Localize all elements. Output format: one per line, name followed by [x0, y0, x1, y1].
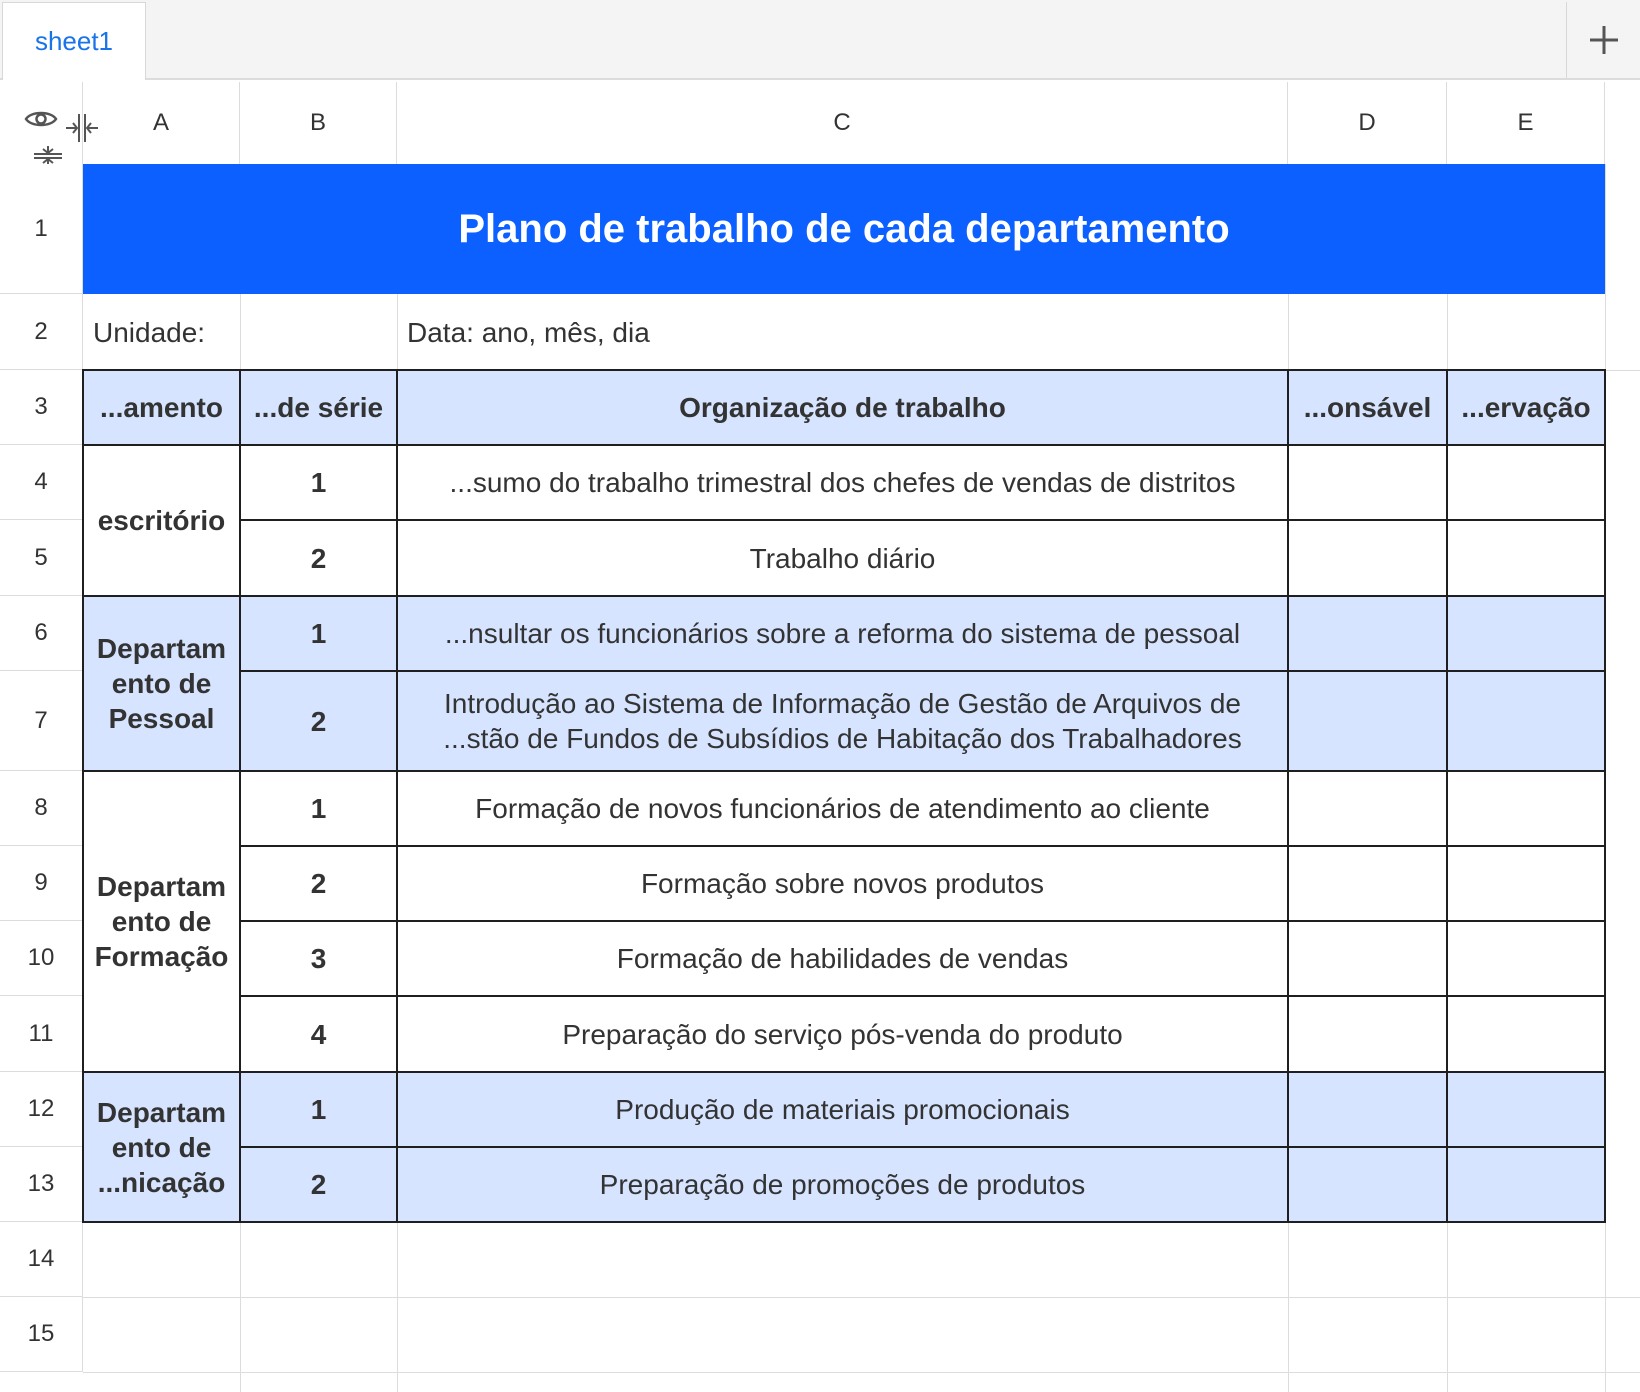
row-header-15[interactable]: 15 — [0, 1297, 83, 1372]
row-header-4[interactable]: 4 — [0, 445, 83, 520]
task-cell[interactable]: Formação sobre novos produtos — [640, 868, 1045, 899]
row-header-13[interactable]: 13 — [0, 1147, 83, 1222]
task-cell[interactable]: Preparação de promoções de produtos — [397, 1147, 1288, 1222]
sheet-title-cell[interactable]: Plano de trabalho de cada departamento — [83, 164, 1605, 294]
row-header-11[interactable]: 11 — [0, 996, 83, 1072]
header-observation-cell[interactable]: ...ervação — [1447, 370, 1605, 445]
header-organization-cell[interactable]: Organização de trabalho — [397, 370, 1288, 445]
serial-cell[interactable]: 1 — [240, 1072, 397, 1147]
task-cell[interactable]: ...nsultar os funcionários sobre a reforma do sistema de pessoal — [397, 596, 1288, 671]
add-sheet-button[interactable] — [1566, 2, 1640, 78]
department-cell[interactable]: escritório — [97, 505, 226, 536]
task-cell[interactable]: Produção de materiais promocionais — [397, 1072, 1288, 1147]
sheet-tab-bar — [0, 0, 1640, 80]
table-border — [239, 519, 1606, 521]
task-cell[interactable]: Introdução ao Sistema de Informação de Gestão de Arquivos de ...stão de Fundos de Subsídios de Habitação dos Trabalhadores — [397, 671, 1288, 771]
serial-cell[interactable]: 2 — [240, 1147, 397, 1222]
table-border — [239, 920, 1606, 922]
serial-cell[interactable]: 4 — [310, 1018, 327, 1050]
serial-cell[interactable]: 2 — [310, 868, 327, 899]
sheet-corner — [0, 82, 83, 164]
task-cell[interactable]: Formação de habilidades de vendas — [616, 943, 1069, 974]
row-header-10[interactable]: 10 — [0, 921, 83, 996]
tab-label: sheet1 — [34, 26, 114, 56]
serial-cell[interactable]: 1 — [240, 596, 397, 671]
column-header-e[interactable]: E — [1447, 82, 1605, 164]
header-responsible-cell[interactable]: ...onsável — [1288, 370, 1447, 445]
department-cell[interactable]: Departam ento de Formação — [94, 871, 229, 972]
table-border — [239, 995, 1606, 997]
department-cell[interactable]: Departam ento de Pessoal — [83, 596, 240, 771]
column-header-d[interactable]: D — [1288, 82, 1447, 164]
table-border — [396, 369, 398, 1223]
column-header-b[interactable]: B — [240, 82, 397, 164]
table-border — [82, 369, 1606, 371]
table-border — [82, 444, 1606, 446]
header-serial-cell[interactable]: ...de série — [240, 370, 397, 445]
column-header-a[interactable]: A — [83, 82, 240, 164]
table-border — [1604, 369, 1606, 1223]
table-border — [239, 369, 241, 1223]
plus-icon — [1587, 23, 1621, 57]
serial-cell[interactable]: 1 — [310, 793, 327, 824]
grid-line — [83, 1372, 1640, 1373]
row-header-6[interactable]: 6 — [0, 596, 83, 671]
serial-cell[interactable]: 1 — [310, 467, 327, 498]
table-border — [239, 1146, 1606, 1148]
table-border — [239, 670, 1606, 672]
row-header-7[interactable]: 7 — [0, 671, 83, 771]
header-department-cell[interactable]: ...amento — [83, 370, 240, 445]
date-label-cell[interactable]: Data: ano, mês, dia — [407, 316, 650, 348]
table-border — [82, 595, 1606, 597]
table-border — [82, 770, 1606, 772]
serial-cell[interactable]: 2 — [310, 542, 327, 574]
grid-line — [83, 1297, 1640, 1298]
serial-cell[interactable]: 3 — [310, 943, 327, 974]
table-border — [82, 369, 84, 1223]
row-header-9[interactable]: 9 — [0, 846, 83, 921]
tab-sheet1[interactable] — [2, 2, 146, 80]
department-cell[interactable]: Departam ento de ...nicação — [83, 1072, 240, 1222]
table-border — [1287, 369, 1289, 1223]
column-header-c[interactable]: C — [397, 82, 1288, 164]
row-header-8[interactable]: 8 — [0, 771, 83, 846]
serial-cell[interactable]: 2 — [240, 671, 397, 771]
row-header-5[interactable]: 5 — [0, 520, 83, 596]
table-border — [1446, 369, 1448, 1223]
row-header-14[interactable]: 14 — [0, 1222, 83, 1297]
task-cell[interactable]: ...sumo do trabalho trimestral dos chefes de vendas de distritos — [449, 467, 1236, 498]
row-header-3[interactable]: 3 — [0, 370, 83, 445]
task-cell[interactable]: Trabalho diário — [749, 542, 936, 574]
row-header-12[interactable]: 12 — [0, 1072, 83, 1147]
collapse-rows-icon[interactable] — [32, 146, 64, 164]
row-header-2[interactable]: 2 — [0, 294, 83, 370]
row-header-1[interactable]: 1 — [0, 164, 83, 294]
table-border — [239, 845, 1606, 847]
table-border — [82, 1221, 1606, 1223]
eye-icon[interactable] — [24, 108, 58, 130]
unit-label-cell[interactable]: Unidade: — [93, 316, 206, 348]
task-cell[interactable]: Preparação do serviço pós-venda do produto — [562, 1018, 1123, 1050]
table-border — [82, 1071, 1606, 1073]
task-cell[interactable]: Formação de novos funcionários de atendimento ao cliente — [475, 793, 1210, 824]
